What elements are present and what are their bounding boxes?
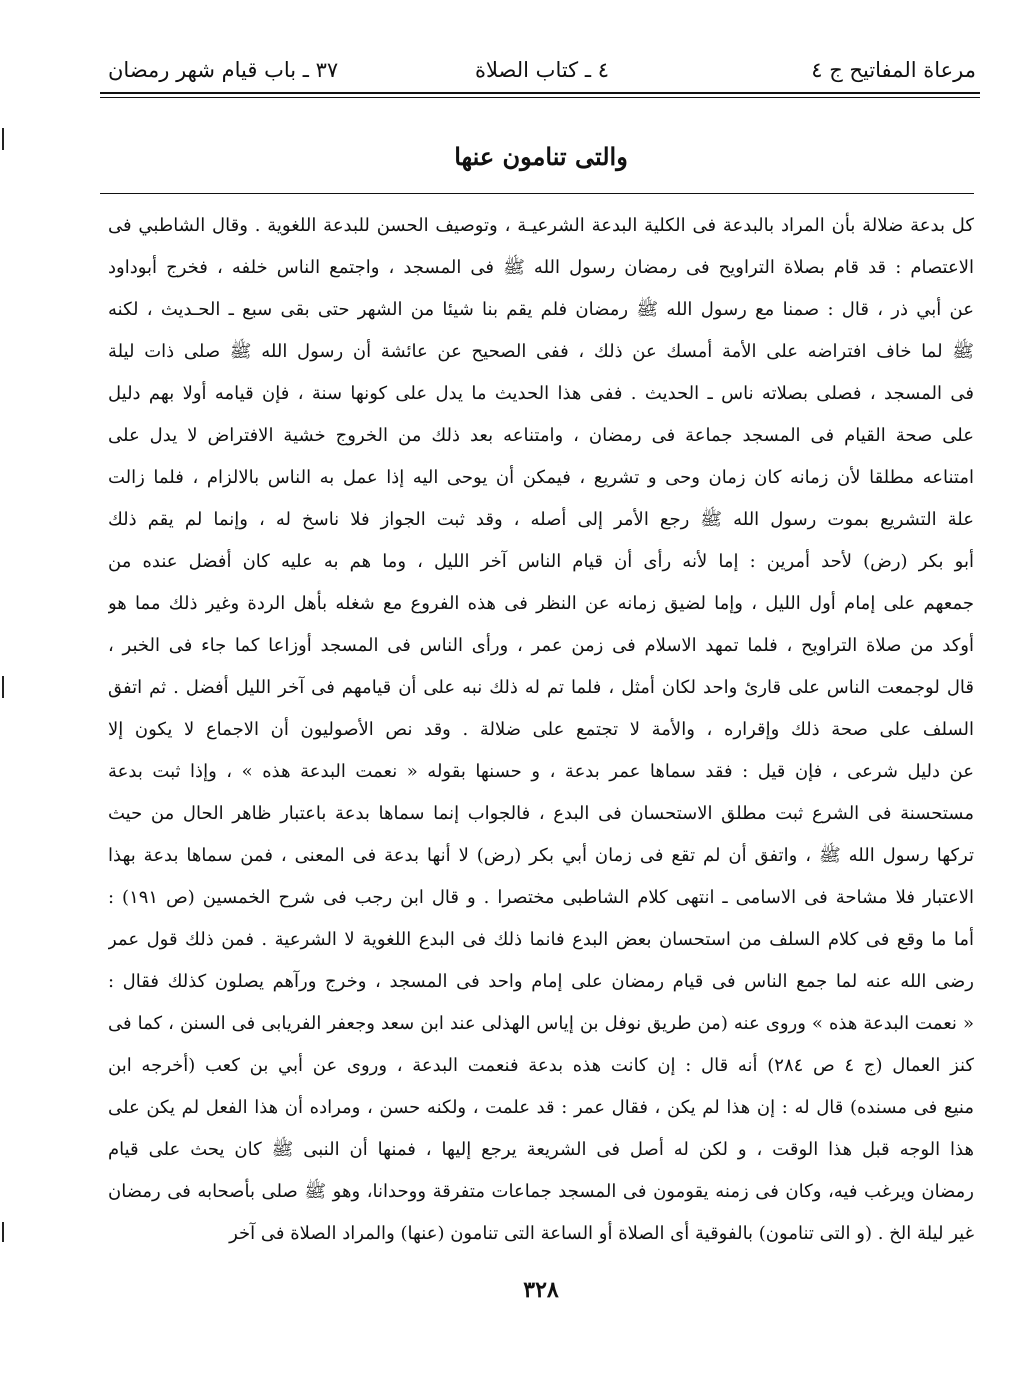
page-number: ٣٢٨	[523, 1277, 559, 1303]
text-line: امتناعه مطلقا لأن زمانه كان زمان وحى و تشريع ، فيمكن أن يوحى اليه إذا عمل به الناس بالالزام ، فلما زالت	[108, 467, 974, 488]
text-line: عن دليل شرعى ، فإن قيل : فقد سماها عمر بدعة ، و حسنها بقوله « نعمت البدعة هذه » ، وإذا ثبت بدعة	[108, 761, 974, 782]
text-line: الاعتصام : قد قام بصلاة التراويح فى رمضان رسول الله ﷺ فى المسجد ، واجتمع الناس خلفه ، فخرج أبوداود	[108, 257, 974, 278]
text-line: كل بدعة ضلالة بأن المراد بالبدعة فى الكلية البدعة الشرعيـة ، وتوصيف الحسن للبدعة اللغوية . وقال الشاطبي فى	[108, 215, 974, 236]
text-line: علة التشريع بموت رسول الله ﷺ رجع الأمر إلى أصله ، وقد ثبت الجواز فلا ناسخ له ، وإنما لم يقم ذلك	[108, 509, 974, 530]
text-line: أما ما وقع فى كلام السلف من استحسان بعض البدع فانما ذلك فى البدع اللغوية لا الشرعية . فمن ذلك قول عمر	[108, 929, 974, 950]
text-line: كنز العمال (ج ٤ ص ٢٨٤) أنه قال : إن كانت هذه بدعة فنعمت البدعة ، وروى عن أبي بن كعب (أخرجه ابن	[108, 1055, 974, 1076]
text-line: على صحة القيام فى المسجد جماعة فى رمضان ، وامتناعه بعد ذلك من الخروج خشية الافتراض لا يدل على	[108, 425, 974, 446]
text-line: عن أبي ذر ، قال : صمنا مع رسول الله ﷺ رمضان فلم يقم بنا شيئا من الشهر حتى بقى سبع ـ الحـديث ، لكنه	[108, 299, 974, 320]
text-line: مستحسنة فى الشرع ثبت مطلق الاستحسان فى البدع ، فالجواب إنما سماها بدعة باعتبار ظاهر الحال من حيث	[108, 803, 974, 824]
text-line: رمضان ويرغب فيه، وكان فى زمنه يقومون فى المسجد جماعات متفرقة ووحدانا، وهو ﷺ صلى بأصحابه فى رمضان	[108, 1181, 974, 1202]
scan-edge-mark	[2, 1222, 4, 1242]
text-line: أبو بكر (رض) لأحد أمرين : إما لأنه رأى أن قيام الناس آخر الليل ، وما هم به عليه كان أفضل عنده من	[108, 551, 974, 572]
section-heading: والتى تنامون عنها	[454, 142, 628, 171]
text-line: السلف على صحة ذلك وإقراره ، والأمة لا تجتمع على ضلالة . وقد نص الأصوليون أن الاجماع لا يكون إلا	[108, 719, 974, 740]
header-rule	[100, 92, 980, 98]
text-line: ﷺ لما خاف افتراضه على الأمة أمسك عن ذلك ، ففى الصحيح عن عائشة أن رسول الله ﷺ صلى ذات ليلة	[108, 341, 974, 362]
text-line: أوكد من صلاة التراويح ، فلما تمهد الاسلام فى زمن عمر ، ورأى الناس فى المسجد أوزاعا كما جاء فى الخبر ،	[108, 635, 974, 656]
heading-rule	[100, 193, 974, 194]
text-line: « نعمت البدعة هذه » وروى عنه (من طريق نوفل بن إياس الهذلى عند ابن سعد وجعفر الفريابى فى السنن ، كما فى	[108, 1013, 974, 1034]
text-line: رضى الله عنه لما جمع الناس فى قيام رمضان على إمام واحد فى المسجد ، وخرج ورآهم يصلون كذلك فقال :	[108, 971, 974, 992]
text-line: الاعتبار فلا مشاحة فى الاسامى ـ انتهى كلام الشاطبى مختصرا . و قال ابن رجب فى شرح الخمسين (ص ١٩١) :	[108, 887, 974, 908]
text-line: تركها رسول الله ﷺ ، واتفق أن لم تقع فى زمان أبي بكر (رض) لا أنها بدعة فى المعنى ، فمن سماها بدعة بهذا	[108, 845, 974, 866]
section-title: ٣٧ ـ باب قيام شهر رمضان	[108, 58, 339, 82]
text-line: قال لوجمعت الناس على قارئ واحد لكان أمثل ، فلما تم له ذلك نبه على أن قيامهم فى آخر الليل أفضل . ثم اتفق	[108, 677, 974, 698]
scan-edge-mark	[2, 128, 4, 150]
text-line: جمعهم على إمام أول الليل ، وإما لضيق زمانه عن النظر فى هذه الفروع مع شغله بأهل الردة وغير ذلك مما هو	[108, 593, 974, 614]
running-head	[108, 52, 976, 92]
text-line: هذا الوجه قبل هذا الوقت ، و لكن له أصل فى الشريعة يرجع إليها ، فمنها أن النبى ﷺ كان يحث على قيام	[108, 1139, 974, 1160]
body-text	[108, 205, 974, 1255]
text-line: منيع فى مسنده) قال له : إن هذا لم يكن ، فقال عمر : قد علمت ، ولكنه حسن ، ومراده أن هذا الفعل لم يكن على	[108, 1097, 974, 1118]
book-title: مرعاة المفاتيح ج ٤	[811, 58, 976, 82]
scan-edge-mark	[2, 676, 4, 698]
text-line: غير ليلة الخ . (و التى تنامون) بالفوقية أى الصلاة أو الساعة التى تنامون (عنها) والمراد الصلاة فى آخر	[229, 1223, 974, 1244]
text-line: فى المسجد ، فصلى بصلاته ناس ـ الحديث . ففى هذا الحديث ما يدل على كونها سنة ، فإن قيامه أولا بهم دليل	[108, 383, 974, 404]
chapter-title: ٤ ـ كتاب الصلاة	[475, 58, 609, 82]
